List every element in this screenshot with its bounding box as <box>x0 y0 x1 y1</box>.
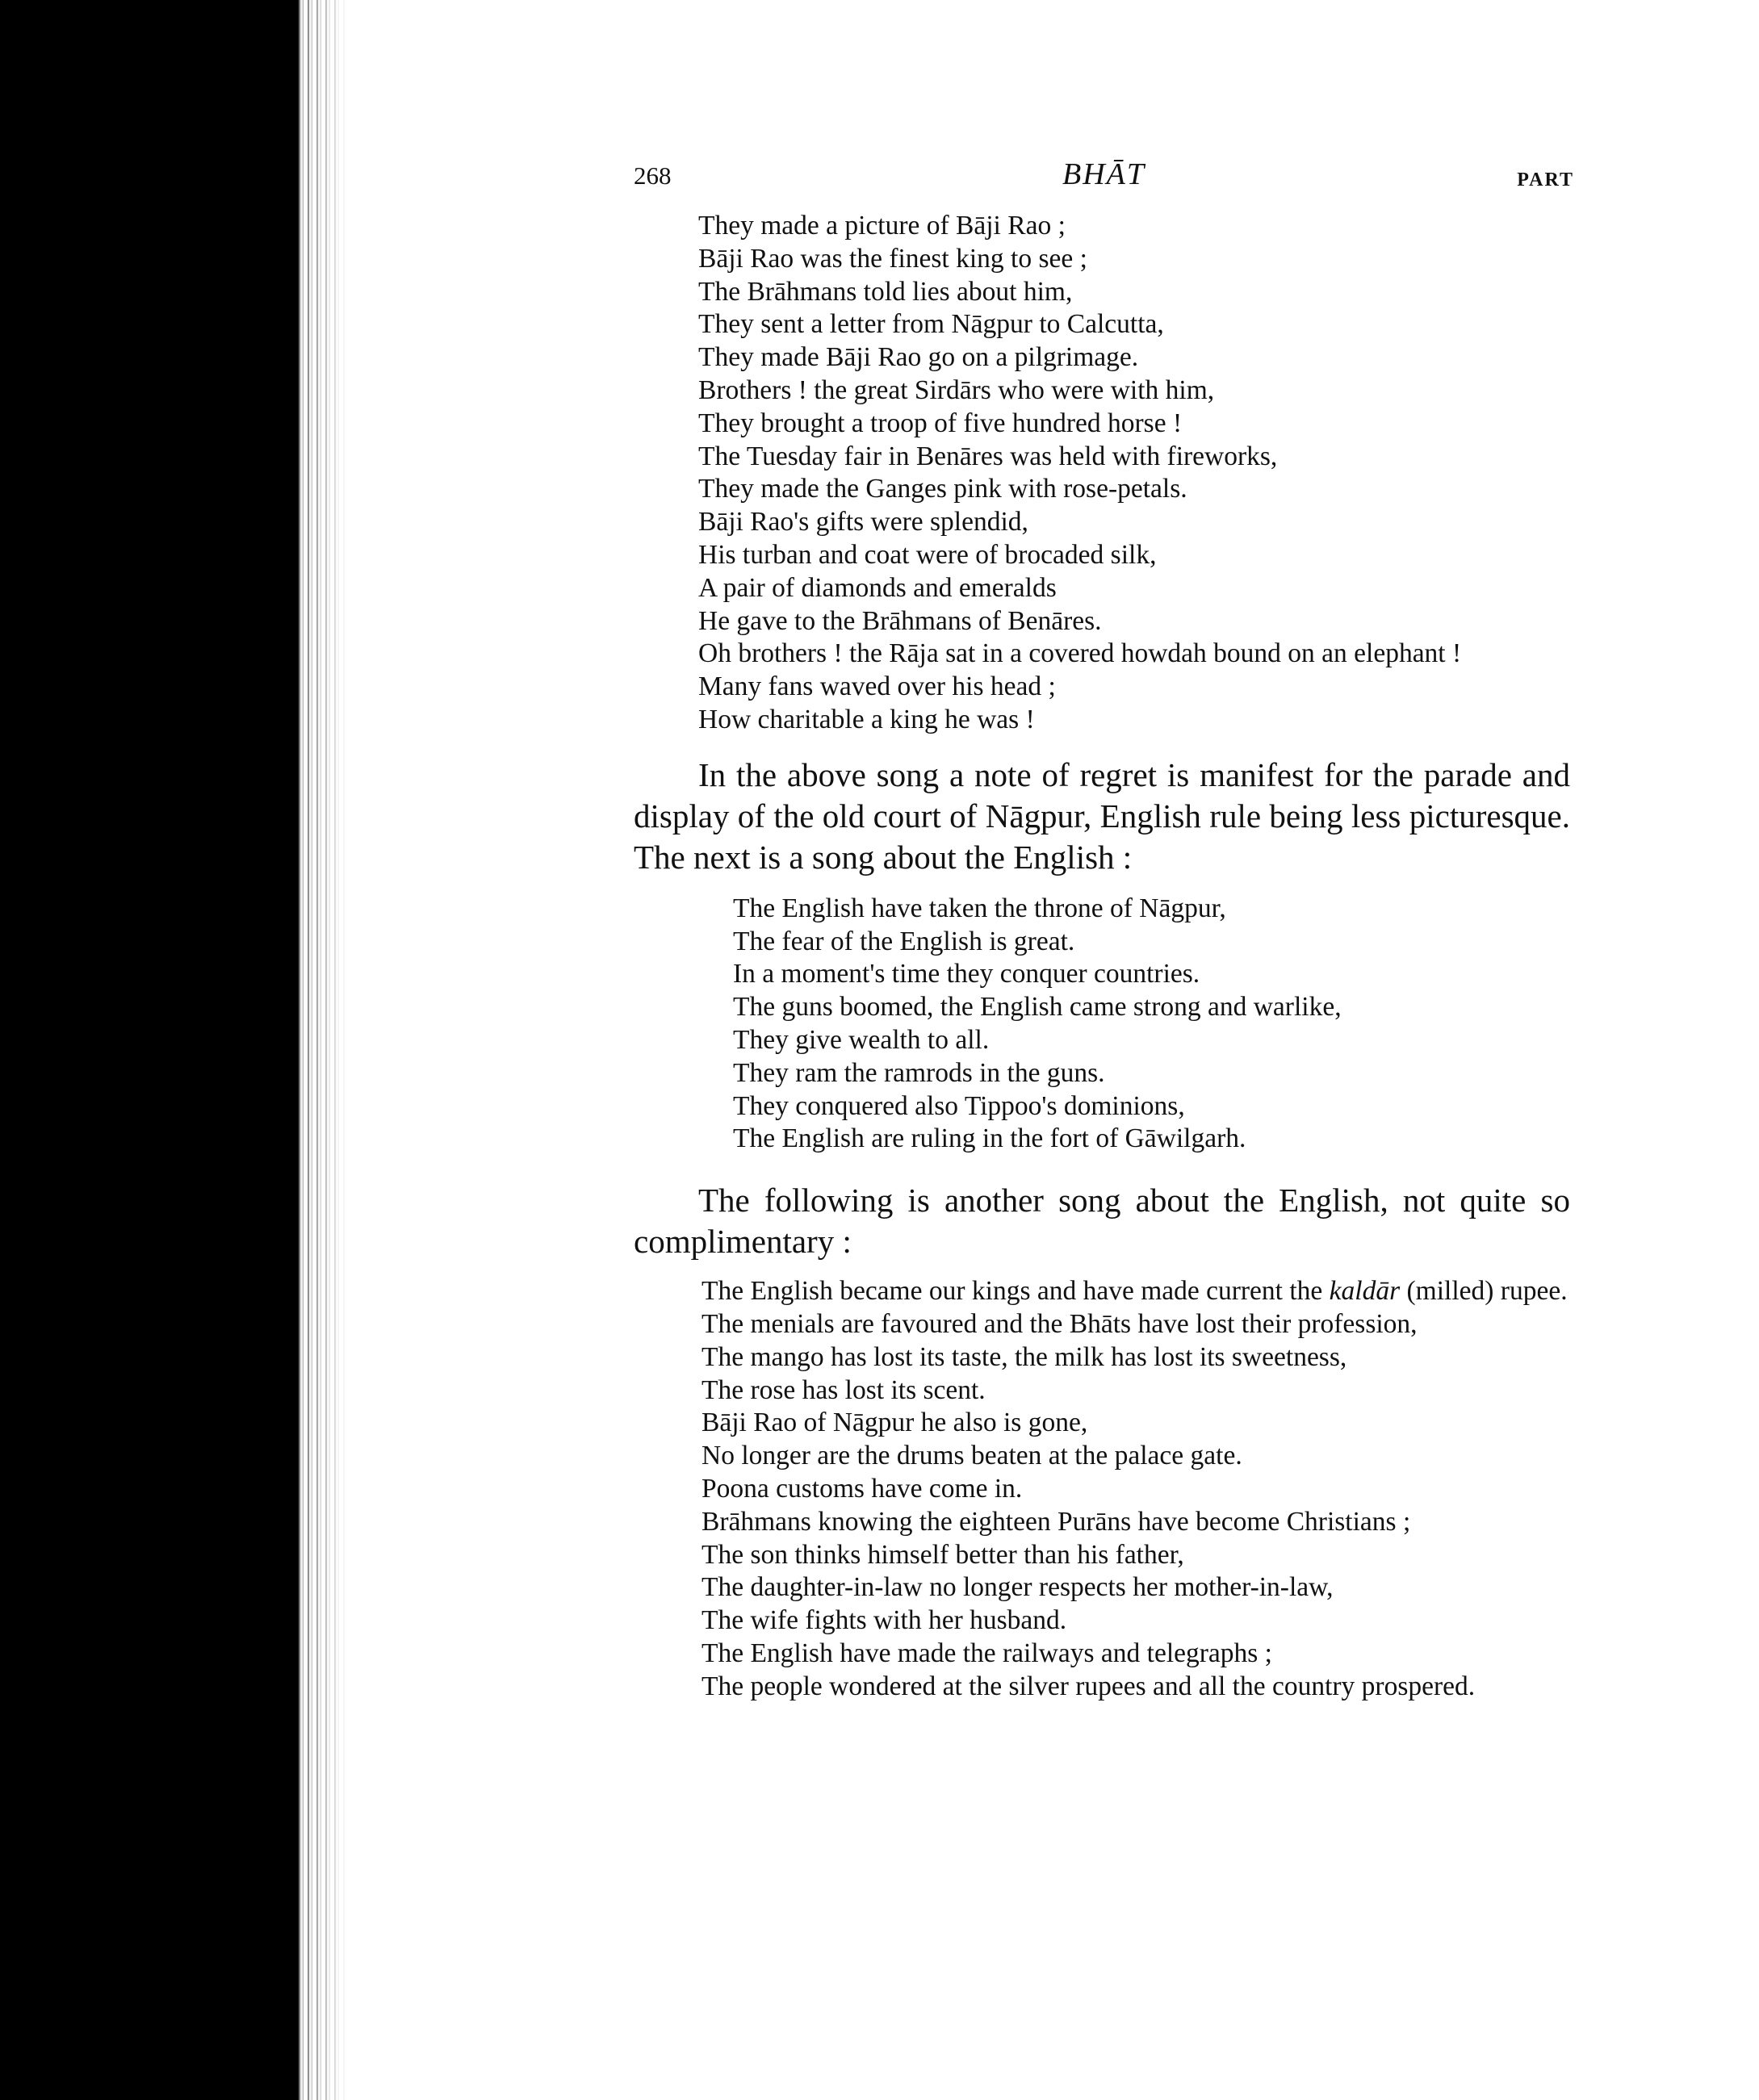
scan-gutter <box>0 0 299 2100</box>
verse-line: The people wondered at the silver rupees and all the country prospered. <box>702 1671 1476 1701</box>
verse-line: The daughter-in-law no longer respects her mother-in-law, <box>702 1572 1334 1603</box>
verse-line: A pair of diamonds and emeralds <box>698 572 1057 603</box>
verse-line: No longer are the drums beaten at the palace gate. <box>702 1441 1242 1471</box>
verse-line: They made a picture of Bāji Rao ; <box>698 211 1066 241</box>
verse-text: The English became our kings and have made current the <box>702 1276 1323 1307</box>
commentary-paragraph: The following is another song about the English, not quite so complimentary : <box>634 1182 1570 1261</box>
verse-line: The rose has lost its scent. <box>702 1374 986 1405</box>
verse-line: Bāji Rao was the finest king to see ; <box>698 243 1087 274</box>
verse-line: The English are ruling in the fort of Gāwilgarh. <box>733 1123 1246 1154</box>
verse-line: The Tuesday fair in Benāres was held with fireworks, <box>698 441 1278 471</box>
page-header <box>634 153 1574 210</box>
book-page <box>634 153 1574 1703</box>
verse-line: The wife fights with her husband. <box>702 1605 1067 1636</box>
verse-line: Brāhmans knowing the eighteen Purāns have become Christians ; <box>702 1506 1411 1537</box>
verse-line: They brought a troop of five hundred horse ! <box>698 408 1183 438</box>
section-label: PART <box>1517 169 1574 190</box>
scan-gutter-edge <box>299 0 347 2100</box>
term-kaldar: kaldār <box>1329 1276 1401 1307</box>
verse-line: The English have taken the throne of Nāgpur, <box>733 893 1226 923</box>
verse-line: They made Bāji Rao go on a pilgrimage. <box>698 342 1139 373</box>
second-song-about-the-english <box>702 1275 1587 1703</box>
song-about-baji-rao <box>698 210 1574 737</box>
verse-line: They sent a letter from Nāgpur to Calcutta, <box>698 309 1164 340</box>
verse-text: (milled) rupee. <box>1406 1276 1568 1307</box>
verse-line: They conquered also Tippoo's dominions, <box>733 1090 1185 1121</box>
page-number: 268 <box>634 161 672 190</box>
verse-line: The Brāhmans told lies about him, <box>698 276 1073 307</box>
verse-line: Many fans waved over his head ; <box>698 671 1056 702</box>
verse-line: How charitable a king he was ! <box>698 704 1035 734</box>
verse-line: He gave to the Brāhmans of Benāres. <box>698 605 1102 636</box>
verse-line: His turban and coat were of brocaded silk, <box>698 539 1157 570</box>
verse-line: The mango has lost its taste, the milk has lost its sweetness, <box>702 1341 1347 1372</box>
verse-line: Poona customs have come in. <box>702 1473 1023 1504</box>
verse-line: They made the Ganges pink with rose-petals. <box>698 474 1187 504</box>
verse-line: They ram the ramrods in the guns. <box>733 1057 1105 1088</box>
verse-line <box>702 1275 1587 1308</box>
verse-line: The son thinks himself better than his father, <box>702 1539 1184 1570</box>
verse-line: The fear of the English is great. <box>733 926 1075 956</box>
running-title: BHĀT <box>1062 157 1145 191</box>
commentary-paragraph: In the above song a note of regret is manifest for the parade and display of the old court of Nāgpur, English rule being less picturesque. The next is a song about the English : <box>634 755 1570 876</box>
verse-line: The menials are favoured and the Bhāts have lost their profession, <box>702 1308 1418 1339</box>
verse-line: Brothers ! the great Sirdārs who were with him, <box>698 374 1215 405</box>
verse-line: In a moment's time they conquer countries. <box>733 959 1200 989</box>
verse-line: Bāji Rao's gifts were splendid, <box>698 507 1028 538</box>
verse-line: Oh brothers ! the Rāja sat in a covered howdah bound on an elephant ! <box>698 638 1462 669</box>
verse-line: The guns boomed, the English came strong and warlike, <box>733 992 1342 1023</box>
song-about-the-english <box>733 893 1540 1156</box>
verse-line: They give wealth to all. <box>733 1024 990 1055</box>
verse-line: Bāji Rao of Nāgpur he also is gone, <box>702 1408 1088 1438</box>
verse-line: The English have made the railways and telegraphs ; <box>702 1638 1272 1668</box>
